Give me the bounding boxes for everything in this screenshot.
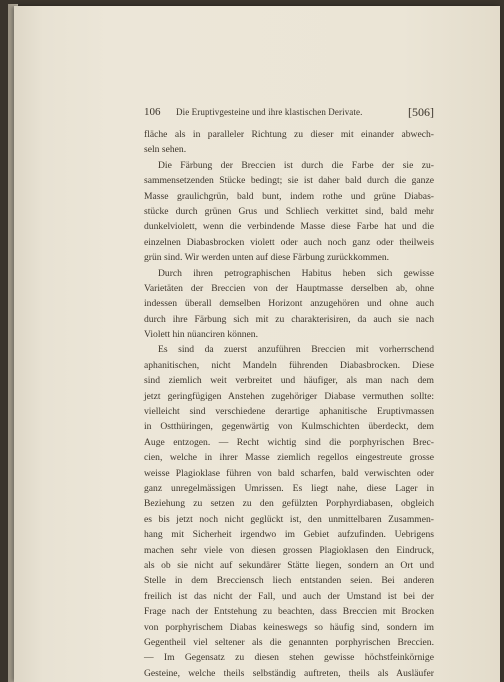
text-line: Die Färbung der Breccien ist durch die Farbe der sie zu- bbox=[158, 159, 434, 171]
text-line: machen sehr viele von diesen grossen Plagioklasen den Eindruck, bbox=[144, 544, 434, 556]
running-title: Die Eruptivgesteine und ihre klastischen Derivate. bbox=[176, 107, 363, 117]
text-line: in Ostthüringen, gegenwärtig von Kulmschichten überdeckt, dem bbox=[144, 421, 434, 433]
text-line: sammensetzenden Stücke bedingt; sie ist daher bald durch die ganze bbox=[144, 175, 434, 187]
body-text bbox=[144, 127, 434, 681]
text-line: es bis jetzt noch nicht geglückt ist, den unmittelbaren Zusammen- bbox=[144, 513, 434, 525]
text-line: aphanitischen, nicht Mandeln führenden Diabasbrocken. Diese bbox=[144, 359, 434, 371]
page-number: 106 bbox=[144, 106, 161, 118]
text-line: grün sind. Wir werden unten auf diese Färbung zurückkommen. bbox=[144, 252, 390, 264]
text-line: Auge entzogen. — Recht wichtig sind die porphyrischen Brec- bbox=[144, 436, 434, 448]
text-line: fläche als in paralleler Richtung zu dieser mit einander abwech- bbox=[144, 129, 434, 140]
text-line: seln sehen. bbox=[144, 144, 187, 156]
text-line: Masse graulichgrün, bald bunt, indem rothe und grüne Diabas- bbox=[144, 190, 434, 202]
text-line: sind ziemlich weit verbreitet und häufiger, als man nach dem bbox=[144, 375, 434, 387]
text-line: Violett hin nüanciren können. bbox=[144, 329, 258, 341]
text-line: einzelnen Diabasbrocken violett oder auch noch ganz oder theilweis bbox=[144, 236, 434, 248]
text-line: cien, welche in ihrer Masse ziemlich regellos eingestreute grosse bbox=[144, 452, 434, 464]
text-line: dunkelviolett, wenn die verbindende Masse diese Farbe hat und die bbox=[144, 221, 434, 233]
text-line: indessen überall demselben Horizont anzugehören und ohne auch bbox=[144, 298, 434, 310]
text-line: jetzt geringfügigen Anstehen zugehöriger Diabase vermuthen sollte: bbox=[144, 390, 434, 402]
text-line: Gesteine, welche theils selbständig auftreten, theils als Ausläufer bbox=[144, 667, 434, 679]
text-line: durch ihre Färbung sich mit zu charakterisiren, da auch sie nach bbox=[144, 313, 434, 325]
original-page-number: [506] bbox=[408, 105, 434, 119]
text-line: Frage nach der Entstehung zu beachten, dass Breccien mit Brocken bbox=[144, 606, 434, 618]
text-line: von porphyrischem Diabas keineswegs so häufig sind, sondern im bbox=[144, 621, 434, 633]
text-line: vielleicht sind verschiedene derartige aphanitische Eruptivmassen bbox=[144, 406, 434, 418]
text-line: freilich ist das nicht der Fall, und auch der Umstand ist bei der bbox=[144, 590, 434, 602]
text-line: Durch ihren petrographischen Habitus heben sich gewisse bbox=[158, 267, 434, 279]
text-line: Stelle in dem Brecciensch liech entstanden seien. Bei anderen bbox=[144, 575, 434, 587]
running-header bbox=[144, 106, 434, 120]
text-line: Gegentheil viel seltener als die genannten porphyrischen Breccien. bbox=[144, 636, 434, 648]
text-line: hang mit Sicherheit irgendwo im Gebiet aufzufinden. Uebrigens bbox=[144, 529, 434, 541]
text-line: als ob sie nicht auf sekundärer Stätte liegen, sondern an Ort und bbox=[144, 559, 434, 571]
text-line: stücke durch grünen Grus und Schliech verkittet sind, bald mehr bbox=[144, 205, 434, 217]
text-line: — Im Gegensatz zu diesen stehen gewisse höchstfeinkörnige bbox=[144, 652, 434, 664]
text-line: weisse Plagioklase führen von bald scharfen, bald verwischten oder bbox=[144, 467, 434, 479]
text-line: Beziehung zu setzen zu den gefülzten Porphyrdiabasen, obgleich bbox=[144, 498, 434, 510]
text-line: Varietäten der Breccien von der Hauptmasse derselben ab, ohne bbox=[144, 282, 434, 294]
text-line: Es sind da zuerst anzuführen Breccien mit vorherrschend bbox=[158, 344, 434, 356]
text-line: ganz unregelmässigen Umrissen. Es liegt nahe, diese Lager in bbox=[144, 482, 434, 494]
